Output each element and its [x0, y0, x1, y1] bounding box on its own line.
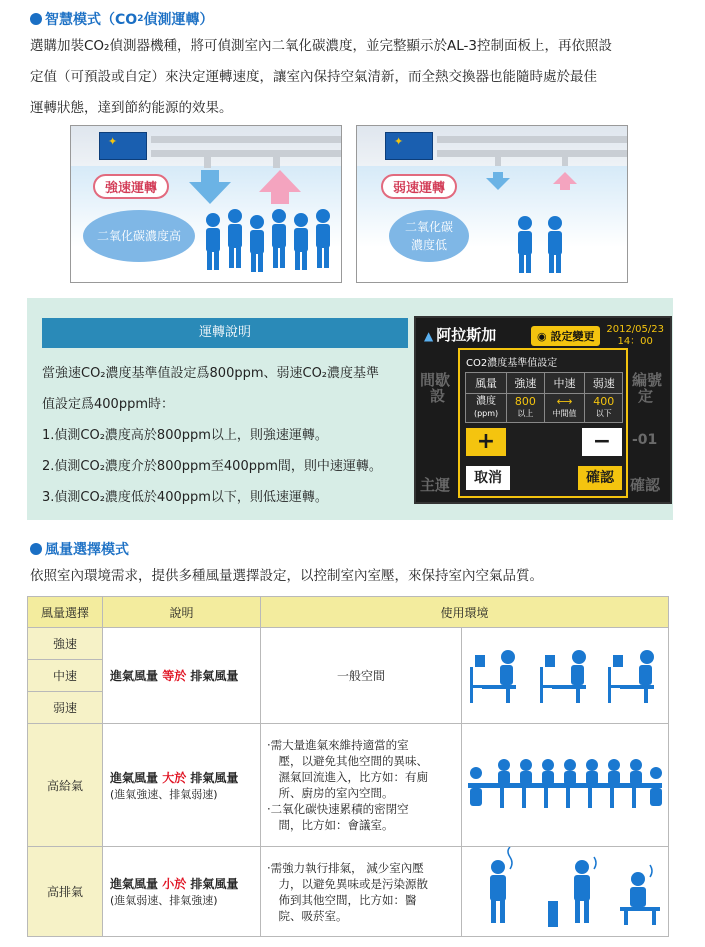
- strong-value: 800: [514, 395, 536, 408]
- weak-mode-badge: 弱速運轉: [381, 174, 457, 199]
- duct: [151, 136, 342, 143]
- desc-text: 排氣風量: [190, 669, 239, 683]
- bg-label: [632, 372, 662, 404]
- cell-text: 濃度: [476, 396, 497, 407]
- bg-label: [420, 372, 450, 404]
- column-header: 說明: [103, 597, 261, 628]
- office-desk-icon: [462, 628, 669, 724]
- desc-keyword: 小於: [162, 877, 187, 891]
- smokers-illustration: [462, 847, 668, 933]
- people-pair-icon: [513, 214, 569, 278]
- env-line: ‧需大量進氣來維持適當的室: [267, 738, 409, 752]
- env-line: 院、吸菸室。: [267, 908, 348, 923]
- plus-button[interactable]: +: [466, 428, 506, 456]
- env-line: ‧二氧化碳快速累積的密閉空: [267, 802, 409, 816]
- arrow-up-small-icon: [553, 172, 577, 190]
- environment-cell: [261, 847, 462, 937]
- smart-mode-paragraph: [30, 31, 680, 124]
- explanation-text: [42, 358, 422, 513]
- table-row: [28, 724, 669, 847]
- desc-text: 進氣風量: [110, 669, 159, 683]
- people-group-icon: [201, 208, 341, 280]
- env-line: 佈到其他空間，比方如：醫: [267, 892, 417, 907]
- fan-mode-cell: 高排氣: [28, 847, 103, 937]
- illustration-strong: [70, 125, 342, 283]
- title-prefix: 智慧模式（CO: [45, 12, 138, 28]
- para-line: 運轉狀態，達到節約能源的效果。: [30, 100, 233, 116]
- desc-text: 排氣風量: [190, 770, 239, 785]
- cell: 風量: [466, 373, 507, 394]
- bg-text: 間歇: [420, 371, 451, 389]
- duct: [437, 150, 628, 157]
- co2-threshold-table: [465, 372, 623, 423]
- fan-speed-cell: 弱速: [28, 692, 103, 724]
- cloud-line: 二氧化碳: [404, 220, 453, 234]
- illustration-weak: [356, 125, 628, 283]
- env-line: ‧需強力執行排氣， 減少室內壓: [267, 860, 424, 875]
- description-cell: [103, 628, 261, 724]
- bullet-icon: [30, 13, 42, 25]
- env-line: 力，以避免異味或是污染源散: [267, 876, 428, 891]
- desc-keyword: 大於: [162, 770, 187, 785]
- cell: [544, 394, 585, 423]
- env-line: 壓，以避免其他空間的異味、: [267, 754, 428, 768]
- settings-change-label: 設定變更: [550, 330, 595, 343]
- settings-change-button[interactable]: [531, 326, 600, 346]
- double-arrow-icon: ⟷: [556, 395, 573, 408]
- cell-text: (ppm): [473, 409, 499, 418]
- cell: [466, 394, 507, 423]
- table-row: [28, 628, 669, 660]
- duct: [495, 150, 501, 166]
- bg-code: -01: [632, 432, 658, 448]
- title-subscript: 2: [137, 14, 144, 24]
- panel-time: 14：00: [617, 336, 653, 347]
- weak-value: 400: [593, 395, 615, 408]
- meeting-illustration: [462, 739, 668, 829]
- para-line: 定值（可預設或自定）來決定運轉速度，讓室內保持空氣清新，而全熱交換器也能隨時處於最佳: [30, 69, 597, 85]
- cell: [585, 394, 623, 423]
- explanation-title: 運轉說明: [42, 318, 408, 348]
- strong-mode-badge: 強速運轉: [93, 174, 169, 199]
- desc-subtext: (進氣強速、排氣弱速): [110, 787, 218, 801]
- env-line: 所、廚房的室內空間。: [267, 786, 394, 800]
- arrow-down-small-icon: [486, 172, 510, 190]
- cell-text: 中間值: [552, 409, 577, 418]
- duct: [437, 136, 628, 143]
- table-header-row: [28, 597, 669, 628]
- arrow-down-icon: [189, 170, 231, 204]
- control-panel-screen: [414, 316, 672, 504]
- minus-button[interactable]: −: [582, 428, 622, 456]
- title-suffix: 偵測運轉）: [143, 12, 214, 28]
- co2-sensor-unit: [99, 132, 147, 160]
- cell: 強速: [507, 373, 545, 394]
- env-line: 間，比方如：會議室。: [267, 818, 394, 832]
- co2-setting-dialog: [458, 348, 628, 498]
- bg-text: 設: [430, 387, 446, 405]
- column-header: 風量選擇: [28, 597, 103, 628]
- signal-icon: ✦: [394, 135, 404, 148]
- explanation-line: 值設定爲400ppm時：: [42, 397, 174, 412]
- confirm-button[interactable]: 確認: [578, 466, 622, 490]
- cancel-button[interactable]: 取消: [466, 466, 510, 490]
- bg-text: 定: [638, 387, 654, 405]
- cell: [507, 394, 545, 423]
- record-icon: ◉: [537, 330, 547, 343]
- panel-date: 2012/05/23: [606, 324, 664, 335]
- explanation-line: 1.偵測CO₂濃度高於800ppm以上，則強速運轉。: [42, 428, 328, 443]
- co2-sensor-unit: [385, 132, 433, 160]
- logo-icon: ▲: [424, 329, 434, 343]
- environment-cell: [261, 724, 462, 847]
- cell: 弱速: [585, 373, 623, 394]
- desc-text: 排氣風量: [190, 877, 239, 891]
- description-cell: [103, 724, 261, 847]
- cloud-line: 濃度低: [410, 238, 447, 252]
- duct: [151, 150, 342, 157]
- env-line: 濕氣回流進入，比方如：有廁: [267, 770, 428, 784]
- co2-cloud: [389, 210, 469, 262]
- brand-name: 阿拉斯加: [436, 326, 497, 344]
- section-title-airflow-mode: [30, 539, 129, 559]
- duct: [204, 150, 211, 168]
- airflow-paragraph: 依照室內環境需求，提供多種風量選擇設定，以控制室內室壓，來保持室內空氣品質。: [30, 568, 543, 584]
- cell-text: 以上: [517, 409, 534, 418]
- fan-speed-cell: 中速: [28, 660, 103, 692]
- explanation-line: 2.偵測CO₂濃度介於800ppm至400ppm間，則中速運轉。: [42, 459, 382, 474]
- fan-mode-cell: 高給氣: [28, 724, 103, 847]
- desc-keyword: 等於: [162, 669, 187, 683]
- office-workers-illustration: [462, 629, 668, 719]
- operation-explanation: [27, 298, 673, 520]
- table-row: [28, 847, 669, 937]
- smoking-room-icon: [462, 847, 669, 937]
- panel-datetime: [606, 324, 664, 348]
- cell-text: 以下: [595, 409, 612, 418]
- duct: [273, 150, 280, 168]
- arrow-up-icon: [259, 170, 301, 204]
- description-cell: [103, 847, 261, 937]
- bg-label: 主運: [420, 476, 451, 494]
- meeting-room-icon: [462, 724, 669, 847]
- dialog-title: CO2濃度基準值設定: [466, 358, 558, 369]
- desc-text: 進氣風量: [110, 770, 159, 785]
- desc-subtext: (進氣弱速、排氣強速): [110, 894, 218, 907]
- environment-cell: 一般空間: [261, 628, 462, 724]
- title-text: 風量選擇模式: [45, 542, 129, 558]
- cell: 中速: [544, 373, 585, 394]
- explanation-line: 3.偵測CO₂濃度低於400ppm以下，則低速運轉。: [42, 490, 328, 505]
- brand-logo: [424, 324, 496, 345]
- bg-label: 確認: [630, 476, 661, 494]
- column-header: 使用環境: [261, 597, 669, 628]
- co2-cloud: 二氧化碳濃度高: [83, 210, 195, 262]
- bg-text: 編號: [632, 371, 663, 389]
- airflow-table: [27, 596, 669, 937]
- para-line: 選購加裝CO₂偵測器機種，將可偵測室內二氧化碳濃度，並完整顯示於AL-3控制面板上，再依照設: [30, 38, 612, 54]
- signal-icon: ✦: [108, 135, 118, 148]
- explanation-line: 當強速CO₂濃度基準值設定爲800ppm、弱速CO₂濃度基準: [42, 366, 380, 381]
- desc-text: 進氣風量: [110, 877, 159, 891]
- bullet-icon: [30, 543, 42, 555]
- duct: [562, 150, 568, 166]
- fan-speed-cell: 強速: [28, 628, 103, 660]
- section-title-smart-mode: [30, 9, 213, 29]
